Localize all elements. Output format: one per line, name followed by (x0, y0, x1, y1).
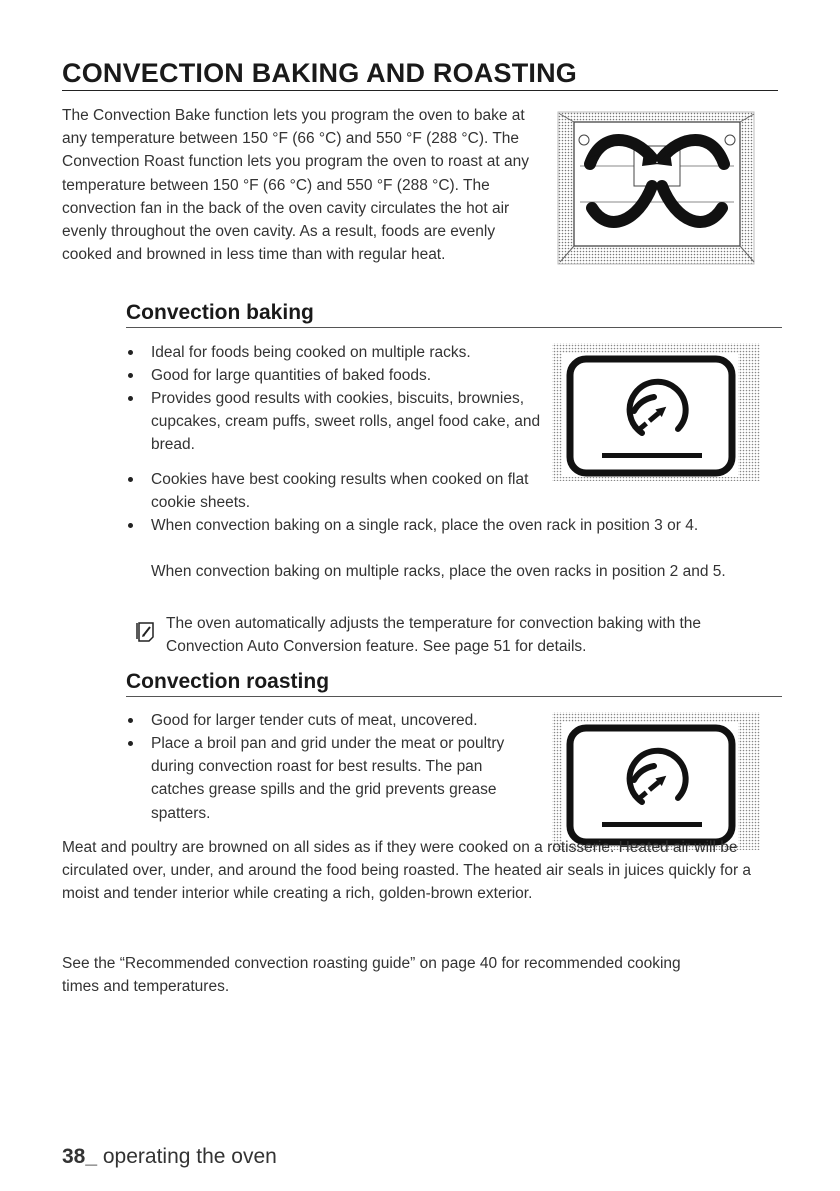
note-pencil-icon (135, 620, 157, 647)
oven-airflow-illustration (552, 106, 760, 270)
list-item: Good for large quantities of baked foods. (126, 364, 551, 387)
footer-section: operating the oven (97, 1145, 277, 1168)
list-item: Provides good results with cookies, biscuits, brownies, cupcakes, cream puffs, sweet rolls, angel food cake, and bread. (126, 387, 551, 457)
title-rule (62, 90, 778, 91)
list-item: Cookies have best cooking results when cooked on flat cookie sheets. (126, 468, 571, 514)
list-item: Good for larger tender cuts of meat, uncovered. (126, 709, 561, 732)
note-text: The oven automatically adjusts the temperature for convection baking with the Convection Auto Conversion feature. See page 51 for details. (166, 615, 702, 656)
convection-baking-heading: Convection baking (126, 301, 314, 324)
list-item: Ideal for foods being cooked on multiple racks. (126, 341, 551, 364)
convection-fan-display-icon (550, 341, 762, 483)
see-also-text: See the “Recommended convection roasting guide” on page 40 for recommended cooking times and temperatures. (62, 955, 681, 996)
page-number: 38_ (62, 1145, 98, 1168)
page-title: CONVECTION BAKING AND ROASTING (62, 58, 578, 88)
section-rule (126, 327, 782, 328)
rack-position-text: When convection baking on multiple racks, place the oven racks in position 2 and 5. (151, 563, 726, 580)
roasting-paragraph: Meat and poultry are browned on all sides as if they were cooked on a rotisserie. Heated air will be circulated over, under, and around the food being roasted. The heated air seals in juices quickly for a moist and tender interior while creating a rich, golden-brown exterior. (62, 839, 752, 903)
page-footer (62, 1145, 277, 1169)
list-item: Place a broil pan and grid under the meat or poultry during convection roast for best results. The pan catches grease spills and the grid prevents grease spatters. (126, 732, 531, 825)
section-rule (126, 696, 782, 697)
convection-roasting-heading: Convection roasting (126, 670, 330, 693)
convection-fan-display-icon (550, 710, 762, 852)
list-item: When convection baking on a single rack, place the oven rack in position 3 or 4. (126, 514, 791, 537)
intro-paragraph: The Convection Bake function lets you program the oven to bake at any temperature between 150 °F (66 °C) and 550 °F (288 °C). The Convection Roast function lets you program the oven to roast at any temperature between 150 °F (66 °C) and 550 °F (288 °C). The convection fan in the back of the oven cavity circulates the hot air evenly throughout the oven cavity. As a result, foods are evenly cooked and browned in less time than with regular heat. (62, 107, 529, 264)
